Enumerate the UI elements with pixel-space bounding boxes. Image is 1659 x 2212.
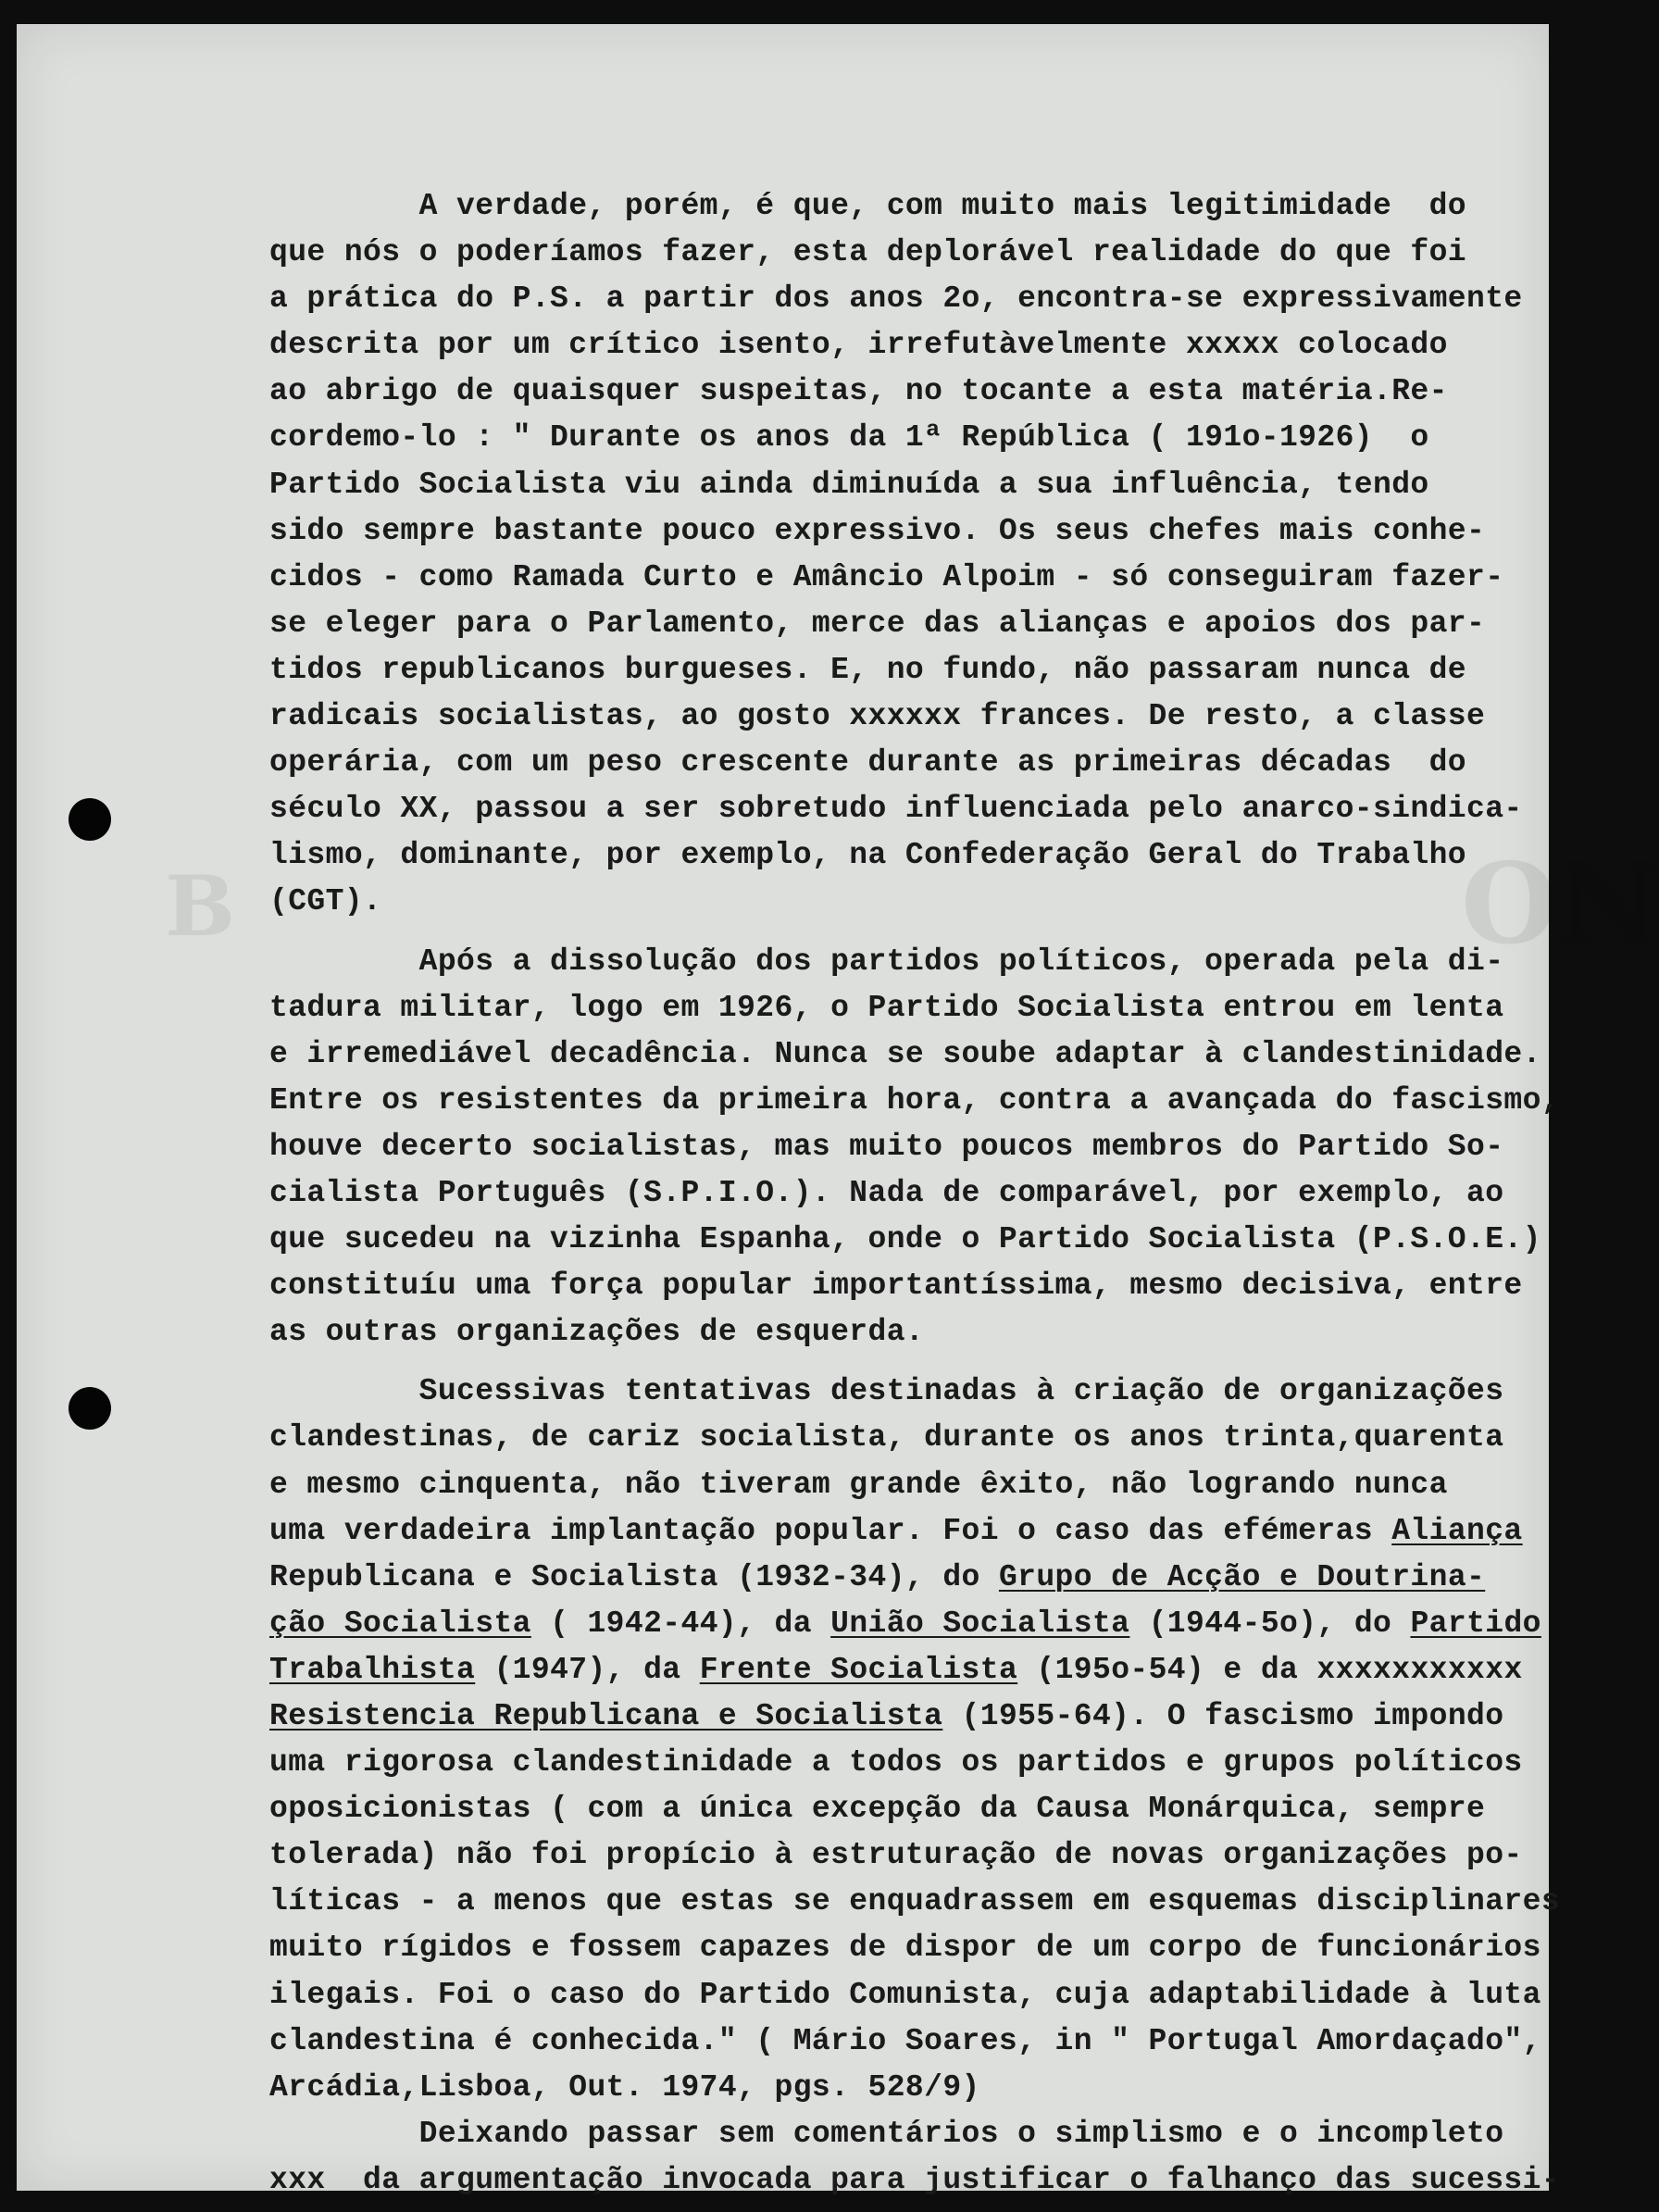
paragraph xyxy=(269,1368,1565,2204)
text-line xyxy=(269,879,1565,925)
text-line xyxy=(269,1170,1565,1217)
text-run: ao abrigo de quaisquer suspeitas, no tocante a esta matéria.Re- xyxy=(269,374,1448,409)
text-run: A verdade, porém, é que, com muito mais legitimidade do xyxy=(269,189,1467,223)
text-line xyxy=(269,2157,1565,2204)
text-run: clandestinas, de cariz socialista, durante os anos trinta,quarenta xyxy=(269,1420,1504,1456)
text-line xyxy=(269,1601,1565,1647)
text-run: constituíu uma força popular importantíssima, mesmo decisiva, entre xyxy=(269,1268,1523,1304)
text-line xyxy=(269,1740,1565,1786)
text-run: a prática do P.S. a partir dos anos 2o, encontra-se expressivamente xyxy=(269,281,1523,317)
text-run: Partido Socialista viu ainda diminuída a sua influência, tendo xyxy=(269,467,1429,502)
text-run: uma rigorosa clandestinidade a todos os partidos e grupos políticos xyxy=(269,1745,1523,1781)
text-line xyxy=(269,276,1565,322)
text-line xyxy=(269,1972,1565,2018)
text-line xyxy=(269,1693,1565,1740)
text-line xyxy=(269,1555,1565,1601)
text-line xyxy=(269,1462,1565,1508)
text-line xyxy=(269,1647,1565,1693)
text-line xyxy=(269,1124,1565,1170)
text-line xyxy=(269,740,1565,786)
underlined-text: Aliança xyxy=(1391,1513,1523,1548)
paragraph-gap xyxy=(269,1356,1565,1368)
text-line xyxy=(269,415,1565,461)
text-line xyxy=(269,1786,1565,1832)
text-run: Arcádia,Lisboa, Out. 1974, pgs. 528/9) xyxy=(269,2069,980,2105)
text-line xyxy=(269,555,1565,601)
text-run: Entre os resistentes da primeira hora, contra a avançada do fascismo, xyxy=(269,1082,1561,1118)
text-line xyxy=(269,1031,1565,1078)
show-through-mark: ON xyxy=(1461,839,1659,969)
underlined-text: Grupo de Acção e Doutrina- xyxy=(998,1559,1486,1594)
text-run: Republicana e Socialista (1932-34), do xyxy=(269,1559,999,1594)
text-run: Sucessivas tentativas destinadas à criação de organizações xyxy=(269,1374,1504,1409)
text-run: Deixando passar sem comentários o simplismo e o incompleto xyxy=(269,2116,1504,2151)
text-run: ilegais. Foi o caso do Partido Comunista, cuja adaptabilidade à luta xyxy=(269,1977,1541,2012)
text-line xyxy=(269,1925,1565,1971)
text-run: (1955-64). O fascismo impondo xyxy=(942,1699,1504,1733)
underlined-text: Trabalhista xyxy=(269,1652,476,1687)
text-run: tidos republicanos burgueses. E, no fundo, não passaram nunca de xyxy=(269,652,1467,687)
underlined-text: ção Socialista xyxy=(269,1606,531,1641)
text-line xyxy=(269,1263,1565,1309)
text-run: e irremediável decadência. Nunca se soube adaptar à clandestinidade. xyxy=(269,1036,1541,1071)
typewritten-page xyxy=(17,24,1659,2197)
text-line xyxy=(269,1078,1565,1124)
text-run: muito rígidos e fossem capazes de dispor de um corpo de funcionários xyxy=(269,1931,1541,1966)
punch-hole-top xyxy=(69,798,111,841)
text-run: e mesmo cinquenta, não tiveram grande êxito, não logrando nunca xyxy=(269,1467,1448,1502)
text-line xyxy=(269,832,1565,879)
text-run: que nós o poderíamos fazer, esta deplorável realidade do que foi xyxy=(269,235,1467,270)
text-line xyxy=(269,2065,1565,2111)
text-run: se eleger para o Parlamento, merce das alianças e apoios dos par- xyxy=(269,606,1486,641)
text-run: cordemo-lo : " Durante os anos da 1ª República ( 191o-1926) o xyxy=(269,420,1429,456)
text-run: descrita por um crítico isento, irrefutàvelmente xxxxx colocado xyxy=(269,328,1448,363)
text-run: ( 1942-44), da xyxy=(530,1606,831,1641)
text-line xyxy=(269,1309,1565,1356)
text-run: cialista Português (S.P.I.O.). Nada de comparável, por exemplo, ao xyxy=(269,1175,1504,1210)
text-run: xxx da argumentação invocada para justificar o falhanço das sucessi- xyxy=(269,2162,1561,2197)
text-line xyxy=(269,694,1565,740)
text-line xyxy=(269,2111,1565,2157)
text-run: líticas - a menos que estas se enquadrassem em esquemas disciplinares xyxy=(269,1884,1561,1919)
underlined-text: Resistencia Republicana e Socialista xyxy=(269,1699,943,1733)
text-line xyxy=(269,183,1565,230)
text-run: tadura militar, logo em 1926, o Partido Socialista entrou em lenta xyxy=(269,990,1504,1025)
text-run: tolerada) não foi propício à estruturação de novas organizações po- xyxy=(269,1838,1523,1873)
text-run: operária, com um peso crescente durante as primeiras décadas do xyxy=(269,745,1467,781)
text-line xyxy=(269,985,1565,1031)
text-run: clandestina é conhecida." ( Mário Soares, in " Portugal Amordaçado", xyxy=(269,2023,1541,2058)
text-run: (1947), da xyxy=(475,1652,700,1687)
text-run: oposicionistas ( com a única excepção da Causa Monárquica, sempre xyxy=(269,1792,1486,1827)
text-run: radicais socialistas, ao gosto xxxxxx frances. De resto, a classe xyxy=(269,699,1486,734)
text-line xyxy=(269,369,1565,415)
paragraph-gap xyxy=(269,926,1565,939)
show-through-mark: B xyxy=(165,857,236,956)
text-run: lismo, dominante, por exemplo, na Confederação Geral do Trabalho xyxy=(269,838,1467,873)
text-line xyxy=(269,462,1565,508)
text-run: sido sempre bastante pouco expressivo. Os seus chefes mais conhe- xyxy=(269,513,1486,548)
text-line xyxy=(269,230,1565,276)
text-run: houve decerto socialistas, mas muito poucos membros do Partido So- xyxy=(269,1129,1504,1164)
text-line xyxy=(269,1832,1565,1879)
text-run: as outras organizações de esquerda. xyxy=(269,1315,925,1350)
text-line xyxy=(269,1368,1565,1415)
text-line xyxy=(269,786,1565,832)
text-run: uma verdadeira implantação popular. Foi o caso das efémeras xyxy=(269,1513,1392,1548)
text-line xyxy=(269,322,1565,369)
underlined-text: União Socialista xyxy=(830,1606,1130,1641)
text-line xyxy=(269,939,1565,985)
text-run: (CGT). xyxy=(269,884,382,919)
text-line xyxy=(269,647,1565,694)
underlined-text: Partido xyxy=(1410,1606,1541,1641)
text-line xyxy=(269,1217,1565,1263)
text-line xyxy=(269,508,1565,555)
text-run: (1944-5o), do xyxy=(1129,1606,1411,1641)
body-text xyxy=(269,183,1565,2204)
text-run: cidos - como Ramada Curto e Amâncio Alpoim - só conseguiram fazer- xyxy=(269,559,1504,594)
text-line xyxy=(269,1508,1565,1555)
text-line xyxy=(269,1415,1565,1461)
text-run: século XX, passou a ser sobretudo influenciada pelo anarco-sindica- xyxy=(269,792,1523,827)
text-run: que sucedeu na vizinha Espanha, onde o Partido Socialista (P.S.O.E.) xyxy=(269,1222,1541,1257)
text-line xyxy=(269,601,1565,647)
text-line xyxy=(269,1879,1565,1925)
text-run: Após a dissolução dos partidos políticos, operada pela di- xyxy=(269,944,1504,979)
text-line xyxy=(269,2018,1565,2065)
punch-hole-bottom xyxy=(69,1387,111,1430)
underlined-text: Frente Socialista xyxy=(699,1652,1018,1687)
text-run: (195o-54) e da xxxxxxxxxxx xyxy=(1017,1652,1523,1687)
paragraph xyxy=(269,939,1565,1356)
paragraph xyxy=(269,183,1565,926)
